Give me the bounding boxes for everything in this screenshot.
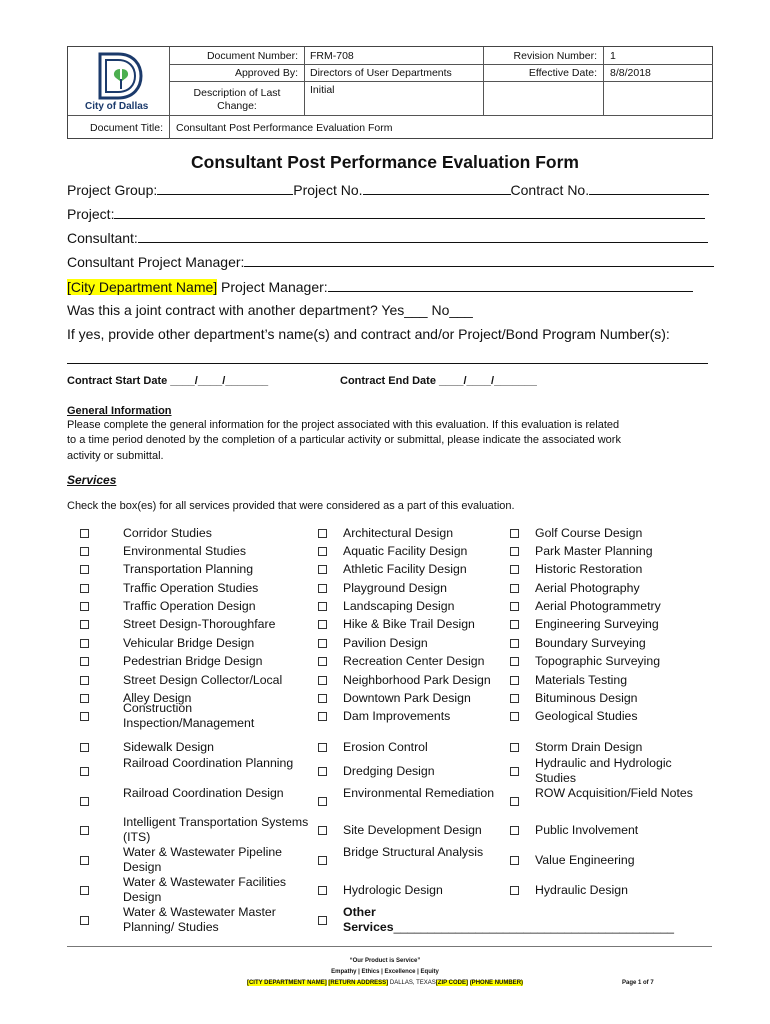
service-label: Downtown Park Design — [343, 691, 471, 705]
service-label: Engineering Surveying — [535, 617, 659, 631]
service-label: Environmental Remediation — [343, 786, 495, 800]
services-heading: Services — [67, 473, 117, 487]
project-no-field[interactable] — [363, 181, 511, 195]
service-label: Recreation Center Design — [343, 654, 485, 668]
service-checkbox[interactable] — [80, 712, 89, 721]
service-checkbox[interactable] — [80, 886, 89, 895]
other-dept-question: If yes, provide other department’s name(s) and contract and/or Project/Bond Program Number(s): — [67, 326, 670, 342]
service-label: Value Engineering — [535, 853, 635, 867]
service-checkbox[interactable] — [318, 886, 327, 895]
service-checkbox[interactable] — [510, 712, 519, 721]
general-info-line-2: to a time period denoted by the completion of a particular activity or submittal, please indicate the associated work — [67, 434, 621, 446]
city-of-dallas-logo — [96, 51, 144, 101]
service-label: Water & Wastewater Master Planning/ Studies — [123, 905, 276, 934]
service-checkbox[interactable] — [80, 565, 89, 574]
service-checkbox[interactable] — [510, 620, 519, 629]
general-info-line-3: activity or submittal. — [67, 450, 164, 462]
service-checkbox[interactable] — [80, 620, 89, 629]
service-label: Pavilion Design — [343, 636, 428, 650]
general-info-heading: General Information — [67, 405, 172, 417]
service-checkbox[interactable] — [318, 639, 327, 648]
service-checkbox[interactable] — [318, 743, 327, 752]
service-checkbox[interactable] — [80, 584, 89, 593]
service-label: Geological Studies — [535, 709, 638, 723]
service-label: Erosion Control — [343, 740, 428, 754]
consultant-row — [67, 229, 708, 246]
service-label: Water & Wastewater Facilities Design — [123, 875, 287, 904]
service-checkbox[interactable] — [80, 916, 89, 925]
consultant-label: Consultant: — [67, 230, 138, 246]
service-label: Vehicular Bridge Design — [123, 636, 255, 650]
service-checkbox[interactable] — [510, 856, 519, 865]
service-checkbox[interactable] — [80, 767, 89, 776]
footer-dept-placeholder: [CITY DEPARTMENT NAME] — [246, 980, 327, 986]
service-label: Athletic Facility Design — [343, 562, 467, 576]
footer-values: Empathy | Ethics | Excellence | Equity — [331, 969, 439, 975]
service-checkbox[interactable] — [80, 602, 89, 611]
cpm-row — [67, 253, 714, 270]
joint-contract-question[interactable]: Was this a joint contract with another department? Yes___ No___ — [67, 302, 473, 318]
footer-address-line — [0, 980, 770, 986]
service-checkbox[interactable] — [510, 797, 519, 806]
service-label: Traffic Operation Design — [123, 599, 256, 613]
service-label: Aquatic Facility Design — [343, 544, 468, 558]
project-no-label: Project No. — [293, 182, 363, 198]
service-label: Historic Restoration — [535, 562, 643, 576]
service-checkbox[interactable] — [510, 547, 519, 556]
service-checkbox[interactable] — [80, 657, 89, 666]
service-label: Intelligent Transportation Systems (ITS) — [123, 815, 309, 844]
service-label: Railroad Coordination Planning — [123, 756, 294, 770]
service-checkbox[interactable] — [510, 639, 519, 648]
service-label: Street Design Collector/Local — [123, 673, 283, 687]
project-field[interactable] — [114, 205, 705, 219]
service-checkbox[interactable] — [318, 657, 327, 666]
service-checkbox[interactable] — [318, 712, 327, 721]
service-label: Hydrologic Design — [343, 883, 443, 897]
form-title: Consultant Post Performance Evaluation Form — [191, 152, 579, 172]
service-label: Hydraulic and Hydrologic Studies — [535, 756, 672, 785]
effective-value: 8/8/2018 — [610, 67, 651, 79]
service-label: Transportation Planning — [123, 562, 254, 576]
consultant-field[interactable] — [138, 229, 708, 243]
footer-divider — [67, 946, 712, 947]
cpm-field[interactable] — [244, 253, 714, 267]
doc-number-label: Document Number: — [206, 50, 298, 62]
service-checkbox[interactable] — [80, 547, 89, 556]
service-checkbox[interactable] — [318, 694, 327, 703]
service-checkbox[interactable] — [318, 797, 327, 806]
general-info-line-1: Please complete the general information for the project associated with this evaluation. If this evaluation is related — [67, 419, 620, 431]
service-checkbox[interactable] — [318, 620, 327, 629]
service-checkbox[interactable] — [510, 676, 519, 685]
service-checkbox[interactable] — [510, 602, 519, 611]
contract-no-field[interactable] — [589, 181, 709, 195]
pm-field[interactable] — [328, 278, 693, 292]
contract-end-date[interactable]: Contract End Date ____/____/_______ — [340, 375, 537, 387]
service-checkbox[interactable] — [318, 584, 327, 593]
service-checkbox[interactable] — [80, 797, 89, 806]
footer-addr-placeholder: [RETURN ADDRESS] — [328, 980, 389, 986]
service-label: Dredging Design — [343, 764, 435, 778]
service-label: Other Services_________________________________________ — [343, 905, 675, 934]
services-intro: Check the box(es) for all services provided that were considered as a part of this evaluation. — [67, 500, 515, 512]
service-checkbox[interactable] — [510, 694, 519, 703]
service-label: Aerial Photogrammetry — [535, 599, 661, 613]
service-checkbox[interactable] — [510, 657, 519, 666]
service-label: Playground Design — [343, 581, 447, 595]
service-label: Sidewalk Design — [123, 740, 214, 754]
service-checkbox[interactable] — [318, 529, 327, 538]
city-department-name-placeholder[interactable]: [City Department Name] — [67, 279, 218, 295]
desc-label-2: Change: — [217, 100, 257, 112]
service-label: Pedestrian Bridge Design — [123, 654, 263, 668]
pm-label: Project Manager: — [217, 279, 328, 295]
service-checkbox[interactable] — [510, 743, 519, 752]
effective-label: Effective Date: — [528, 67, 597, 79]
logo-text: City of Dallas — [85, 101, 149, 112]
service-label: Environmental Studies — [123, 544, 247, 558]
service-label: Public Involvement — [535, 823, 639, 837]
service-label: Construction Inspection/Management — [123, 701, 255, 730]
service-checkbox[interactable] — [318, 856, 327, 865]
service-label: Boundary Surveying — [535, 636, 646, 650]
service-checkbox[interactable] — [80, 639, 89, 648]
service-label: Site Development Design — [343, 823, 482, 837]
dept-pm-row — [67, 278, 693, 295]
service-label: Traffic Operation Studies — [123, 581, 259, 595]
service-label: ROW Acquisition/Field Notes — [535, 786, 693, 800]
service-label: Street Design-Thoroughfare — [123, 617, 276, 631]
approved-by-label: Approved By: — [234, 67, 298, 79]
service-checkbox[interactable] — [80, 826, 89, 835]
service-checkbox[interactable] — [80, 529, 89, 538]
service-checkbox[interactable] — [510, 584, 519, 593]
project-label: Project: — [67, 206, 115, 222]
service-label: Storm Drain Design — [535, 740, 643, 754]
service-checkbox[interactable] — [510, 886, 519, 895]
service-checkbox[interactable] — [318, 676, 327, 685]
desc-label-1: Description of Last — [193, 87, 281, 99]
service-checkbox[interactable] — [510, 529, 519, 538]
service-label: Corridor Studies — [123, 526, 212, 540]
service-label: Architectural Design — [343, 526, 454, 540]
approved-by-value: Directors of User Departments — [310, 67, 452, 79]
revision-value: 1 — [610, 50, 616, 62]
doc-title-value: Consultant Post Performance Evaluation Form — [176, 122, 393, 134]
service-label: Bituminous Design — [535, 691, 638, 705]
page-number: Page 1 of 7 — [622, 980, 654, 986]
project-group-row — [67, 181, 709, 198]
service-label: Hydraulic Design — [535, 883, 628, 897]
footer-motto: “Our Product is Service” — [349, 958, 421, 964]
footer-phone-placeholder: (PHONE NUMBER) — [469, 980, 524, 986]
service-label: Golf Course Design — [535, 526, 643, 540]
service-label: Dam Improvements — [343, 709, 451, 723]
doc-title-label: Document Title: — [90, 122, 163, 134]
document-header-table — [67, 46, 713, 139]
other-services-field[interactable]: _________________________________________ — [393, 920, 675, 934]
service-checkbox[interactable] — [510, 767, 519, 776]
service-label: Bridge Structural Analysis — [343, 845, 484, 859]
service-label: Alley Design — [123, 691, 192, 705]
service-label: Aerial Photography — [535, 581, 640, 595]
service-label: Topographic Surveying — [535, 654, 661, 668]
other-dept-line[interactable] — [67, 363, 708, 364]
contract-no-label: Contract No. — [510, 182, 590, 198]
service-checkbox[interactable] — [80, 743, 89, 752]
service-checkbox[interactable] — [80, 676, 89, 685]
footer-city: DALLAS, TEXAS — [389, 980, 436, 986]
service-checkbox[interactable] — [510, 826, 519, 835]
project-group-label: Project Group: — [67, 182, 158, 198]
service-checkbox[interactable] — [318, 547, 327, 556]
service-label: Water & Wastewater Pipeline Design — [123, 845, 283, 874]
contract-start-date[interactable]: Contract Start Date ____/____/_______ — [67, 375, 269, 387]
service-checkbox[interactable] — [318, 602, 327, 611]
desc-value: Initial — [310, 84, 335, 96]
service-checkbox[interactable] — [80, 694, 89, 703]
service-label: Park Master Planning — [535, 544, 653, 558]
service-checkbox[interactable] — [318, 565, 327, 574]
revision-label: Revision Number: — [513, 50, 597, 62]
service-checkbox[interactable] — [318, 916, 327, 925]
project-group-field[interactable] — [157, 181, 293, 195]
doc-number-value: FRM-708 — [310, 50, 354, 62]
service-label: Hike & Bike Trail Design — [343, 617, 475, 631]
service-label: Railroad Coordination Design — [123, 786, 284, 800]
service-label: Landscaping Design — [343, 599, 455, 613]
service-label: Materials Testing — [535, 673, 628, 687]
service-checkbox[interactable] — [318, 767, 327, 776]
service-checkbox[interactable] — [80, 856, 89, 865]
service-label: Neighborhood Park Design — [343, 673, 491, 687]
footer-zip-placeholder: [ZIP CODE] — [435, 980, 469, 986]
cpm-label: Consultant Project Manager: — [67, 254, 245, 270]
project-row — [67, 205, 705, 222]
service-checkbox[interactable] — [510, 565, 519, 574]
service-checkbox[interactable] — [318, 826, 327, 835]
